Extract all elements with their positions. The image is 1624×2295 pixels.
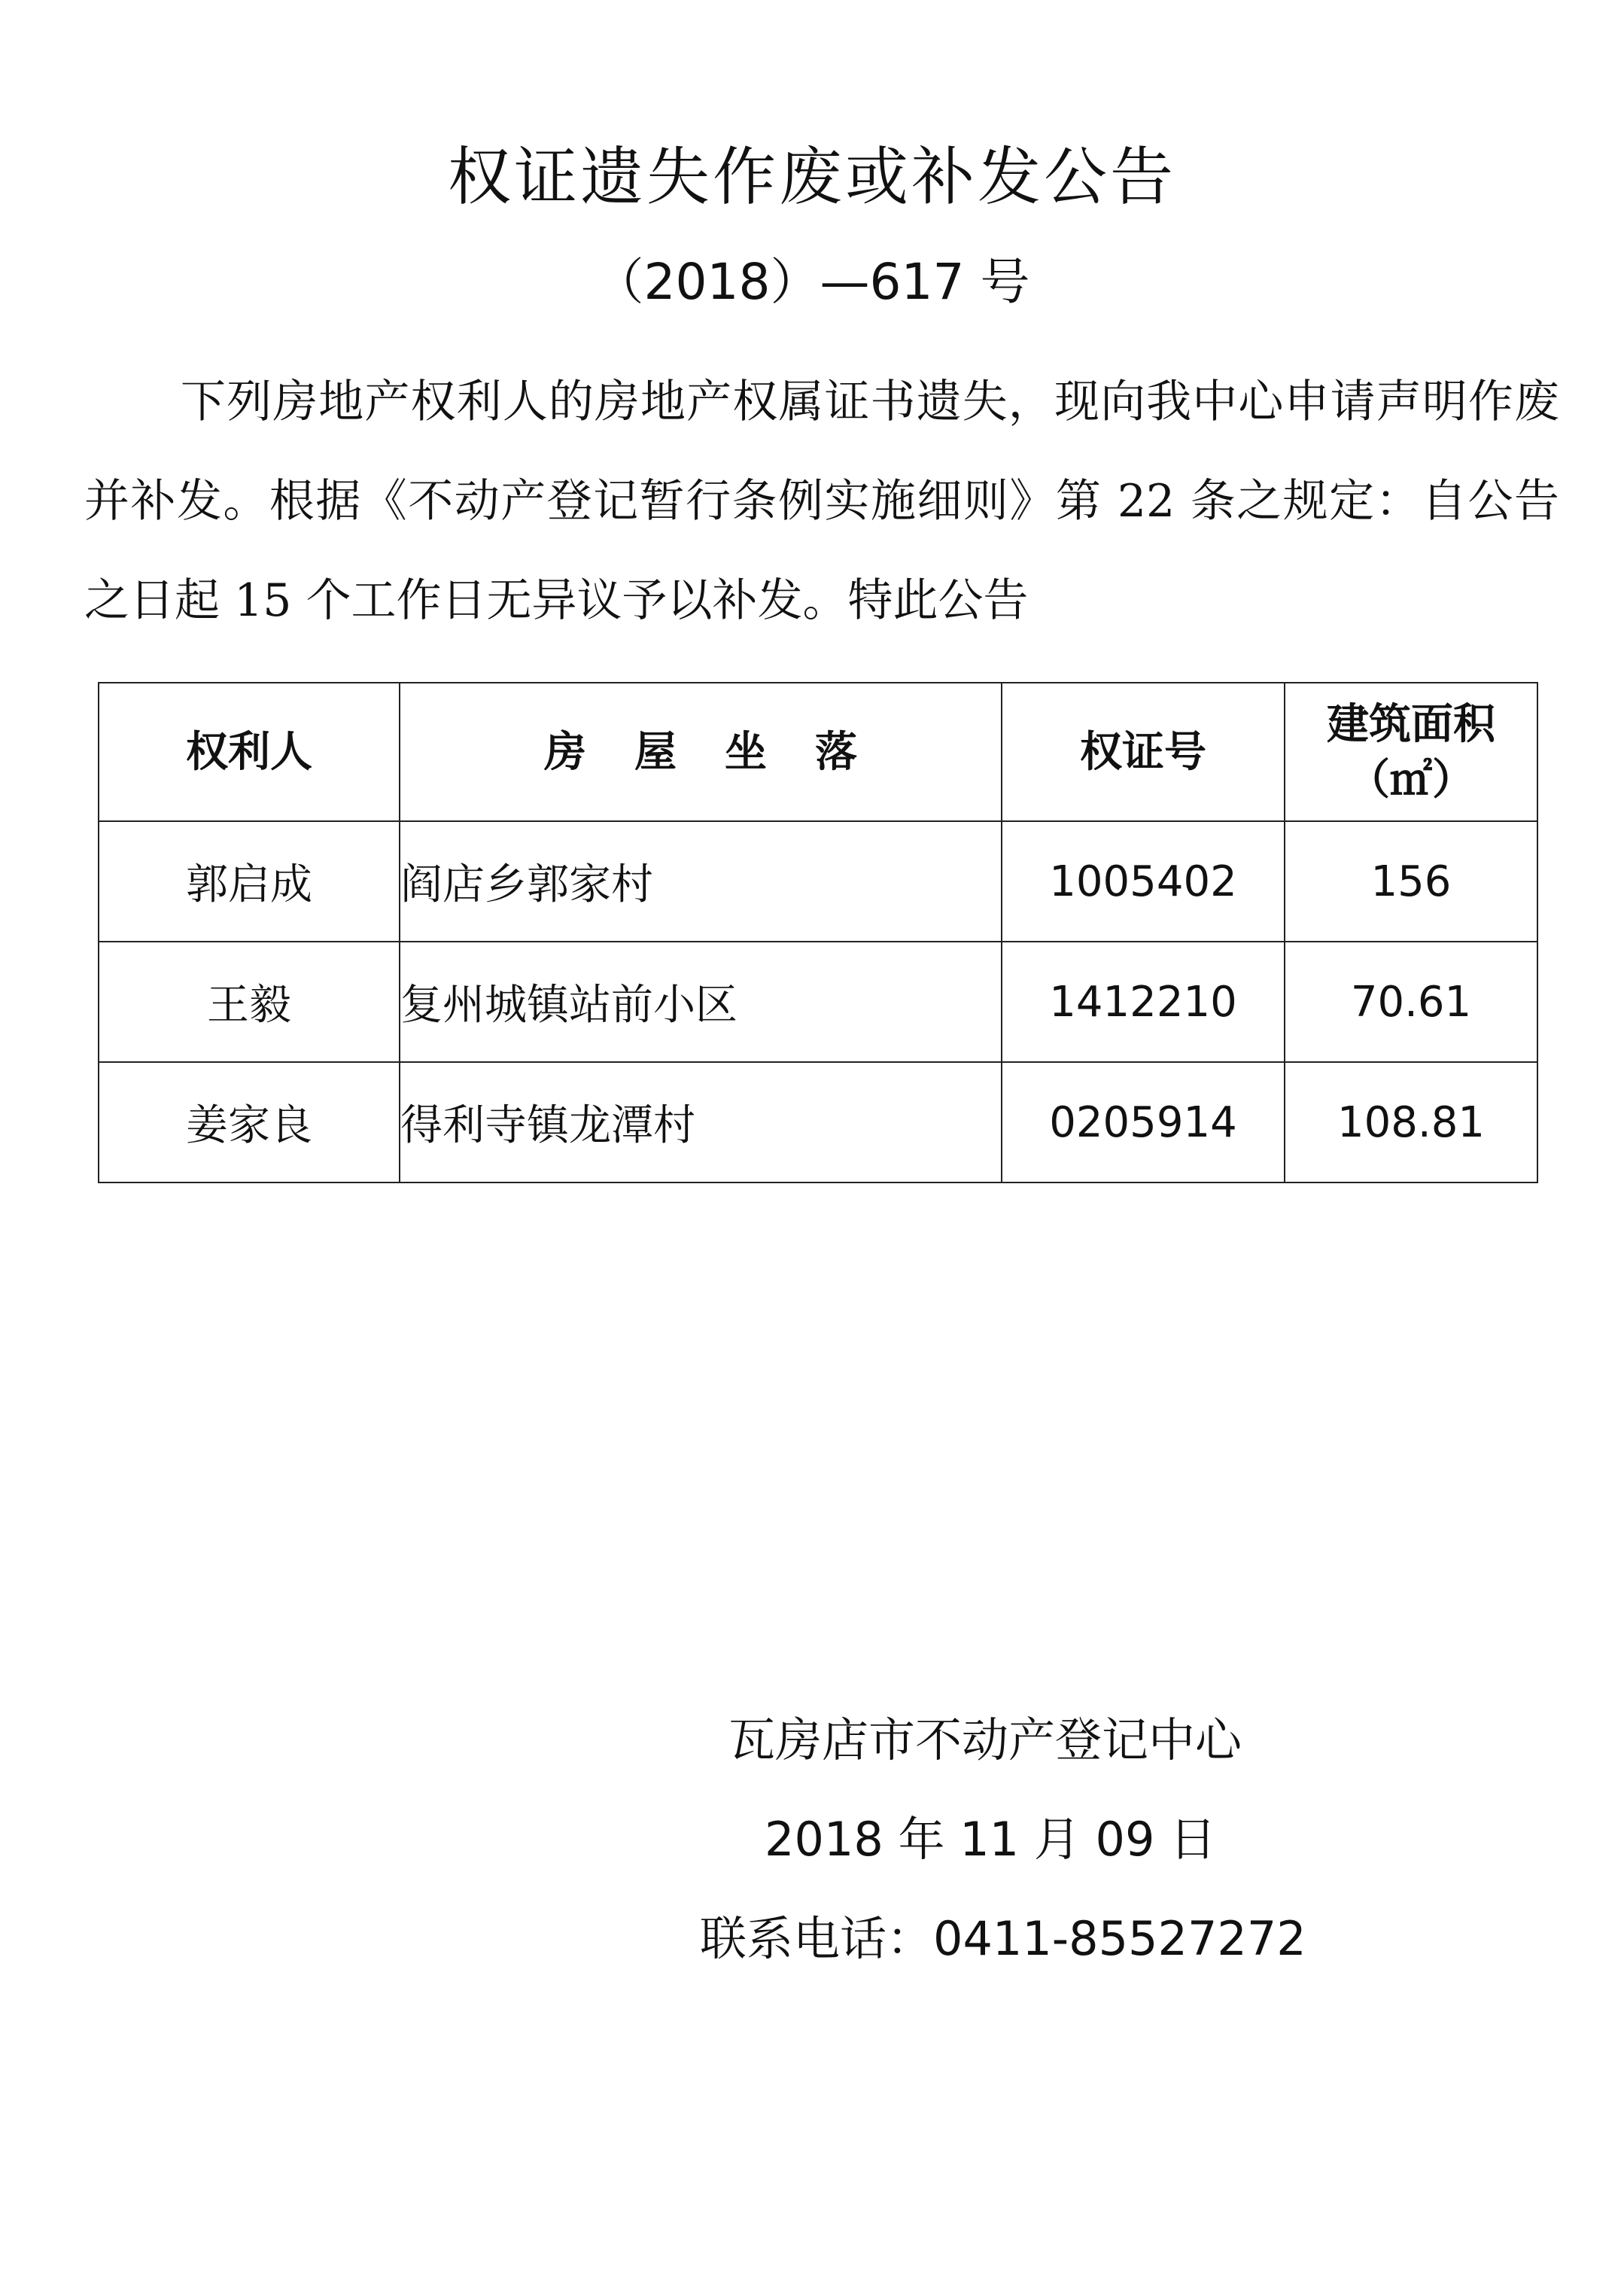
header-certificate: 权证号 (1002, 683, 1285, 821)
row-holder: 姜家良 (99, 1062, 400, 1183)
header-location-label: 房屋坐落 (544, 727, 905, 777)
row-area: 70.61 (1285, 942, 1537, 1062)
notice-number: （2018）—617 号 (594, 253, 1030, 311)
table-header-row (99, 683, 1537, 821)
row-holder: 王毅 (99, 942, 400, 1062)
row-area: 156 (1285, 821, 1537, 942)
table-row (99, 1062, 1537, 1183)
row-holder: 郭启成 (99, 821, 400, 942)
header-location (400, 683, 1002, 821)
contact-phone: 联系电话：0411-85527272 (700, 1911, 1306, 1966)
row-location: 得利寺镇龙潭村 (400, 1062, 1002, 1183)
header-area-unit: （㎡） (1348, 755, 1474, 805)
header-holder: 权利人 (99, 683, 400, 821)
row-location: 阎店乡郭家村 (400, 821, 1002, 942)
issue-date: 2018 年 11 月 09 日 (765, 1812, 1217, 1867)
row-certificate: 0205914 (1002, 1062, 1285, 1183)
header-area-label: 建筑面积 (1327, 699, 1495, 749)
row-location: 复州城镇站前小区 (400, 942, 1002, 1062)
row-area: 108.81 (1285, 1062, 1537, 1183)
issuing-organization: 瓦房店市不动产登记中心 (728, 1712, 1242, 1767)
header-area (1285, 683, 1537, 821)
certificate-table (98, 682, 1538, 1183)
notice-title: 权证遗失作废或补发公告 (447, 140, 1176, 214)
table-row (99, 942, 1537, 1062)
row-certificate: 1412210 (1002, 942, 1285, 1062)
notice-body: 下列房地产权利人的房地产权属证书遗失，现向我中心申请声明作废并补发。根据《不动产登记暂行条例实施细则》第 22 条之规定：自公告之日起 15 个工作日无异议予以补发。特此公告 (84, 376, 1559, 627)
table-row (99, 821, 1537, 942)
row-certificate: 1005402 (1002, 821, 1285, 942)
